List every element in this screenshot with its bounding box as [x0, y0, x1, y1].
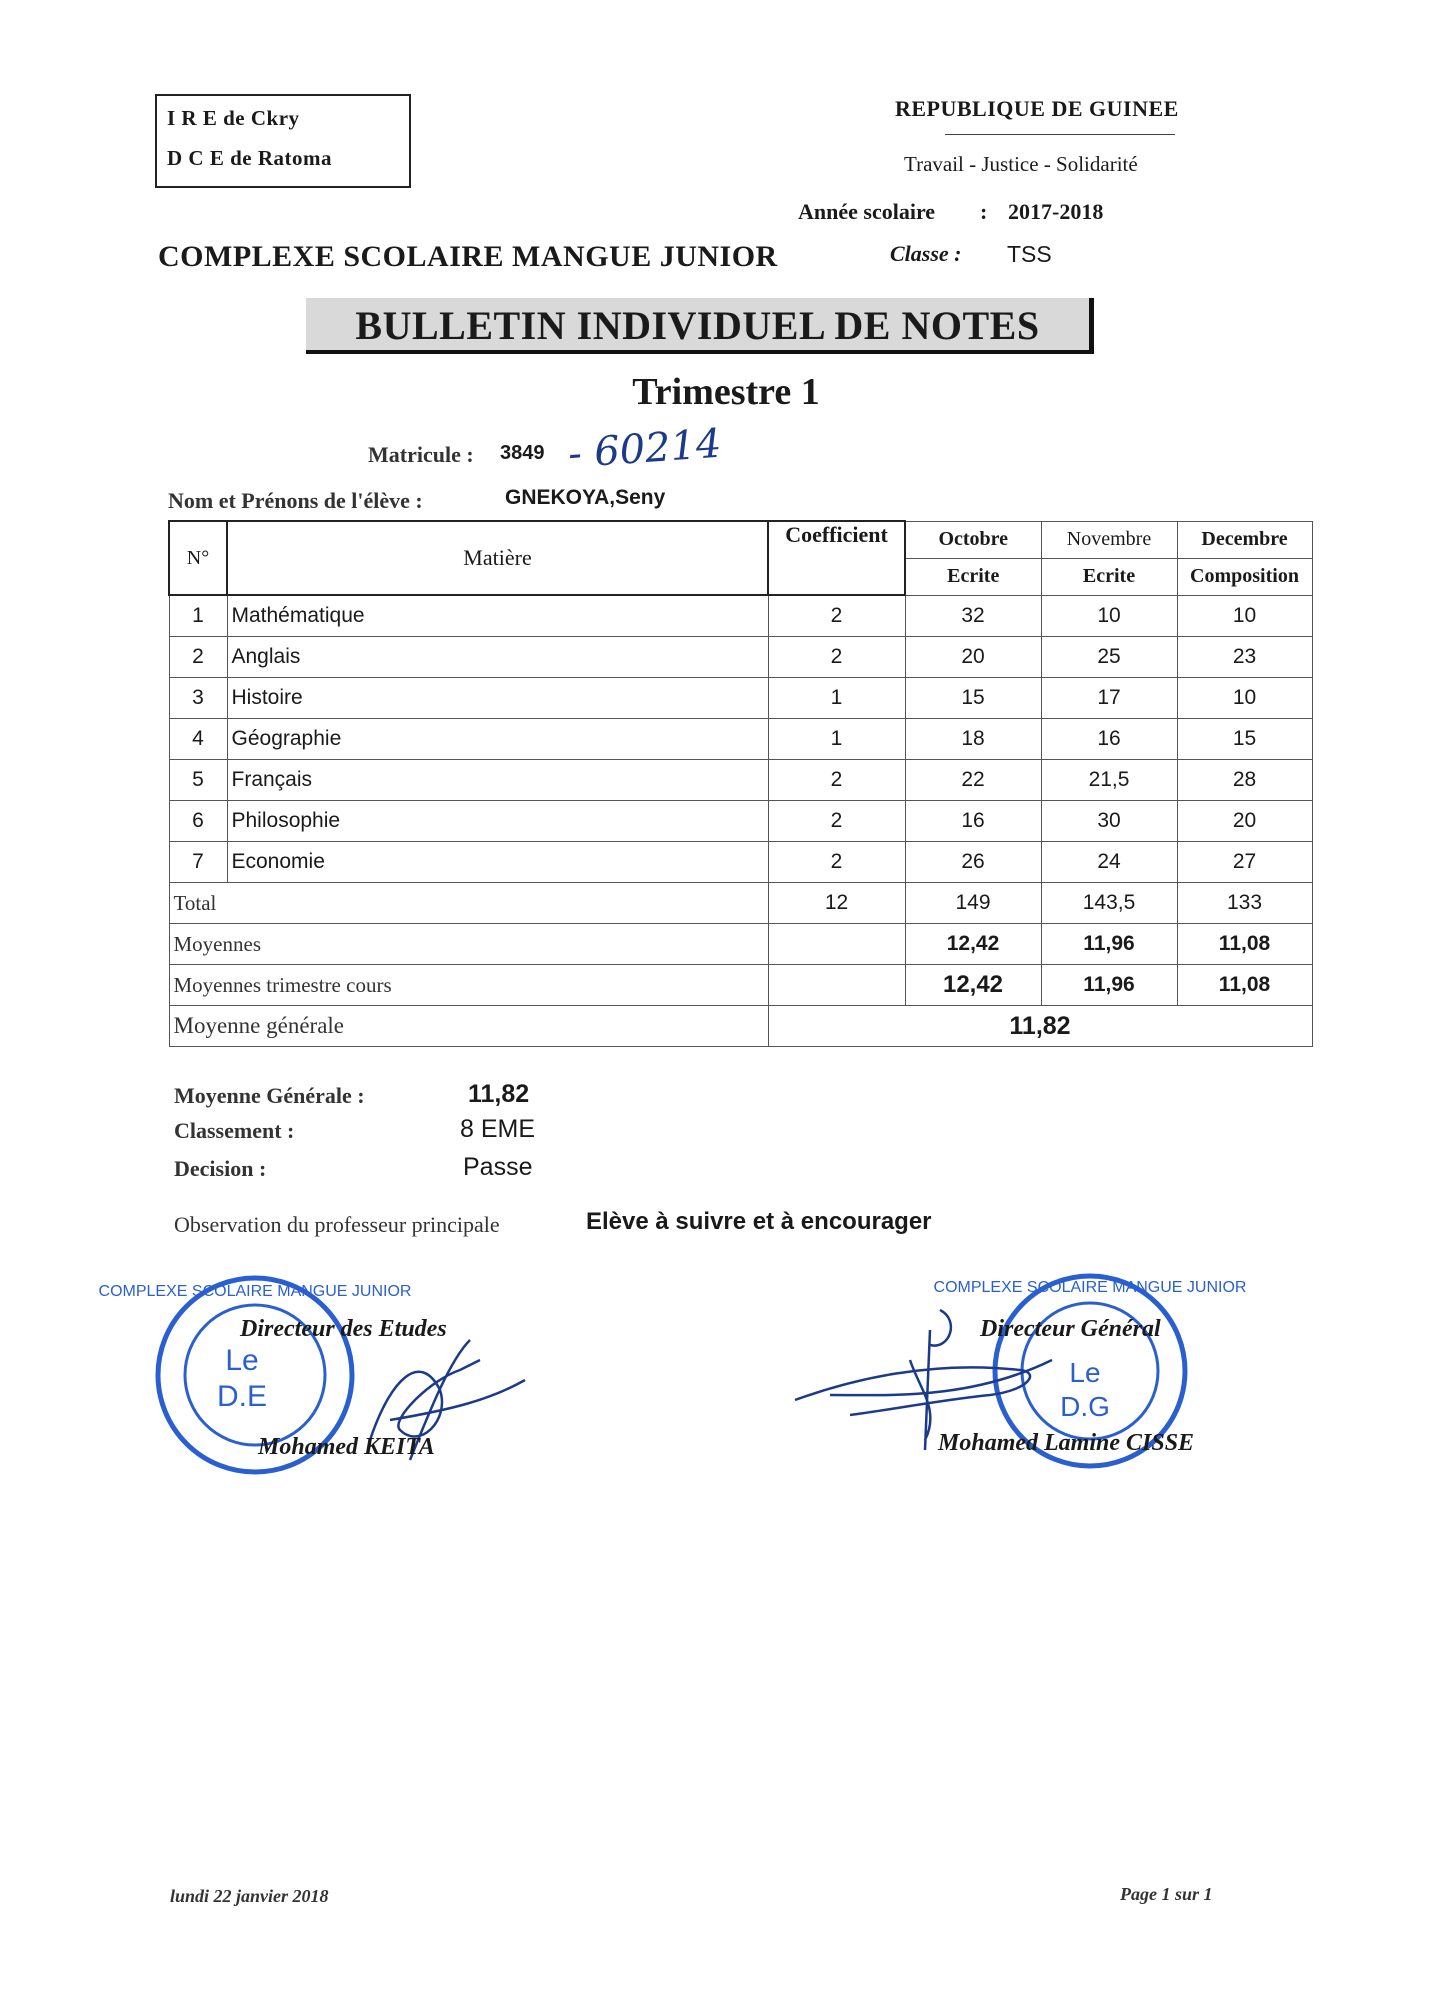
left-stamp-ring-text: COMPLEXE SCOLAIRE MANGUE JUNIOR [98, 1283, 412, 1300]
motto: Travail - Justice - Solidarité [904, 152, 1138, 176]
class-value: TSS [1007, 241, 1052, 267]
row-dec: 10 [1177, 595, 1312, 637]
col-header-subject: Matière [227, 521, 768, 595]
table-row [169, 595, 1312, 637]
right-stamp-center2: D.G [1060, 1391, 1110, 1422]
row-dec: 28 [1177, 760, 1312, 801]
bulletin-title: BULLETIN INDIVIDUEL DE NOTES [306, 298, 1094, 354]
republic-title: REPUBLIQUE DE GUINEE [895, 96, 1179, 121]
total-oct: 149 [905, 883, 1041, 924]
row-subject: Economie [227, 842, 768, 883]
table-row [169, 637, 1312, 678]
grades-table [168, 520, 1313, 1047]
row-dec: 23 [1177, 637, 1312, 678]
row-dec: 20 [1177, 801, 1312, 842]
student-name: GNEKOYA,Seny [505, 486, 666, 509]
footer-date: lundi 22 janvier 2018 [170, 1886, 329, 1906]
matricule-handwritten: - 60214 [566, 420, 723, 478]
row-nov: 24 [1041, 842, 1177, 883]
observation-value: Elève à suivre et à encourager [586, 1208, 932, 1235]
ire-line: I R E de Ckry [167, 106, 300, 130]
row-coef: 1 [768, 719, 905, 760]
school-name: COMPLEXE SCOLAIRE MANGUE JUNIOR [158, 240, 778, 273]
matricule-value: 3849 [500, 442, 545, 464]
col-header-num: N° [169, 521, 227, 595]
total-label: Total [169, 883, 768, 924]
moyenne-generale-label: Moyenne générale [169, 1006, 768, 1047]
moyennes-trim-label: Moyennes trimestre cours [169, 965, 768, 1006]
moyennes-nov: 11,96 [1041, 924, 1177, 965]
row-dec: 27 [1177, 842, 1312, 883]
row-coef: 2 [768, 760, 905, 801]
table-row [169, 801, 1312, 842]
left-signatory-title: Directeur des Etudes [240, 1316, 447, 1342]
moyennes-trim-row [169, 965, 1312, 1006]
table-row [169, 760, 1312, 801]
right-signatory-name: Mohamed Lamine CISSE [938, 1430, 1195, 1456]
summary-rank-label: Classement : [174, 1118, 295, 1143]
left-signatory-name: Mohamed KEITA [258, 1434, 435, 1460]
col-header-nov: Novembre [1041, 521, 1177, 558]
row-dec: 10 [1177, 678, 1312, 719]
row-nov: 25 [1041, 637, 1177, 678]
row-oct: 20 [905, 637, 1041, 678]
row-nov: 21,5 [1041, 760, 1177, 801]
moyennes-row [169, 924, 1312, 965]
row-subject: Histoire [227, 678, 768, 719]
row-nov: 30 [1041, 801, 1177, 842]
col-sub-nov: Ecrite [1041, 558, 1177, 595]
right-stamp-center1: Le [1069, 1357, 1101, 1388]
moyennes-trim-coef-empty [768, 965, 905, 1006]
republic-underline [945, 134, 1175, 135]
student-name-label: Nom et Prénons de l'élève : [168, 488, 423, 513]
row-num: 2 [169, 637, 227, 678]
moyennes-label: Moyennes [169, 924, 768, 965]
moyennes-coef-empty [768, 924, 905, 965]
row-oct: 22 [905, 760, 1041, 801]
row-nov: 10 [1041, 595, 1177, 637]
row-subject: Anglais [227, 637, 768, 678]
row-oct: 18 [905, 719, 1041, 760]
observation-label: Observation du professeur principale [174, 1212, 500, 1237]
row-oct: 15 [905, 678, 1041, 719]
row-nov: 17 [1041, 678, 1177, 719]
moyenne-generale-value: 11,82 [768, 1006, 1312, 1047]
row-subject: Français [227, 760, 768, 801]
moyennes-oct: 12,42 [905, 924, 1041, 965]
row-dec: 15 [1177, 719, 1312, 760]
row-oct: 32 [905, 595, 1041, 637]
table-row [169, 678, 1312, 719]
summary-decision-value: Passe [463, 1153, 533, 1181]
dce-line: D C E de Ratoma [167, 146, 332, 170]
table-row [169, 842, 1312, 883]
left-stamp-center1: Le [225, 1344, 259, 1377]
year-sep: : [980, 199, 988, 224]
row-num: 4 [169, 719, 227, 760]
row-oct: 26 [905, 842, 1041, 883]
table-row [169, 719, 1312, 760]
moyennes-trim-oct: 12,42 [905, 965, 1041, 1006]
moyennes-trim-nov: 11,96 [1041, 965, 1177, 1006]
row-num: 6 [169, 801, 227, 842]
total-nov: 143,5 [1041, 883, 1177, 924]
row-coef: 2 [768, 842, 905, 883]
row-subject: Philosophie [227, 801, 768, 842]
col-header-coef: Coefficient [768, 521, 905, 595]
right-signatory-title: Directeur Général [980, 1316, 1161, 1342]
total-row [169, 883, 1312, 924]
moyenne-generale-row [169, 1006, 1312, 1047]
row-num: 5 [169, 760, 227, 801]
row-coef: 1 [768, 678, 905, 719]
row-coef: 2 [768, 637, 905, 678]
moyennes-dec: 11,08 [1177, 924, 1312, 965]
row-subject: Géographie [227, 719, 768, 760]
school-year: 2017-2018 [1008, 199, 1104, 224]
total-coef: 12 [768, 883, 905, 924]
matricule-label: Matricule : [368, 442, 474, 467]
row-oct: 16 [905, 801, 1041, 842]
class-label: Classe : [890, 241, 962, 266]
summary-mg-label: Moyenne Générale : [174, 1083, 365, 1108]
moyennes-trim-dec: 11,08 [1177, 965, 1312, 1006]
row-num: 3 [169, 678, 227, 719]
trimester-title: Trimestre 1 [632, 371, 820, 413]
summary-rank-value: 8 EME [460, 1115, 536, 1143]
table-header-row [169, 521, 1312, 558]
row-coef: 2 [768, 801, 905, 842]
row-subject: Mathématique [227, 595, 768, 637]
issuer-box [155, 94, 411, 188]
col-sub-dec: Composition [1177, 558, 1312, 595]
footer-page: Page 1 sur 1 [1120, 1884, 1213, 1904]
summary-decision-label: Decision : [174, 1156, 267, 1181]
row-num: 7 [169, 842, 227, 883]
right-stamp-ring-text: COMPLEXE SCOLAIRE MANGUE JUNIOR [933, 1279, 1247, 1296]
col-header-dec: Decembre [1177, 521, 1312, 558]
col-sub-oct: Ecrite [905, 558, 1041, 595]
left-stamp-center2: D.E [216, 1380, 268, 1413]
summary-mg-value: 11,82 [468, 1080, 530, 1108]
year-label: Année scolaire [798, 199, 936, 224]
row-nov: 16 [1041, 719, 1177, 760]
total-dec: 133 [1177, 883, 1312, 924]
col-header-oct: Octobre [905, 521, 1041, 558]
row-coef: 2 [768, 595, 905, 637]
row-num: 1 [169, 595, 227, 637]
